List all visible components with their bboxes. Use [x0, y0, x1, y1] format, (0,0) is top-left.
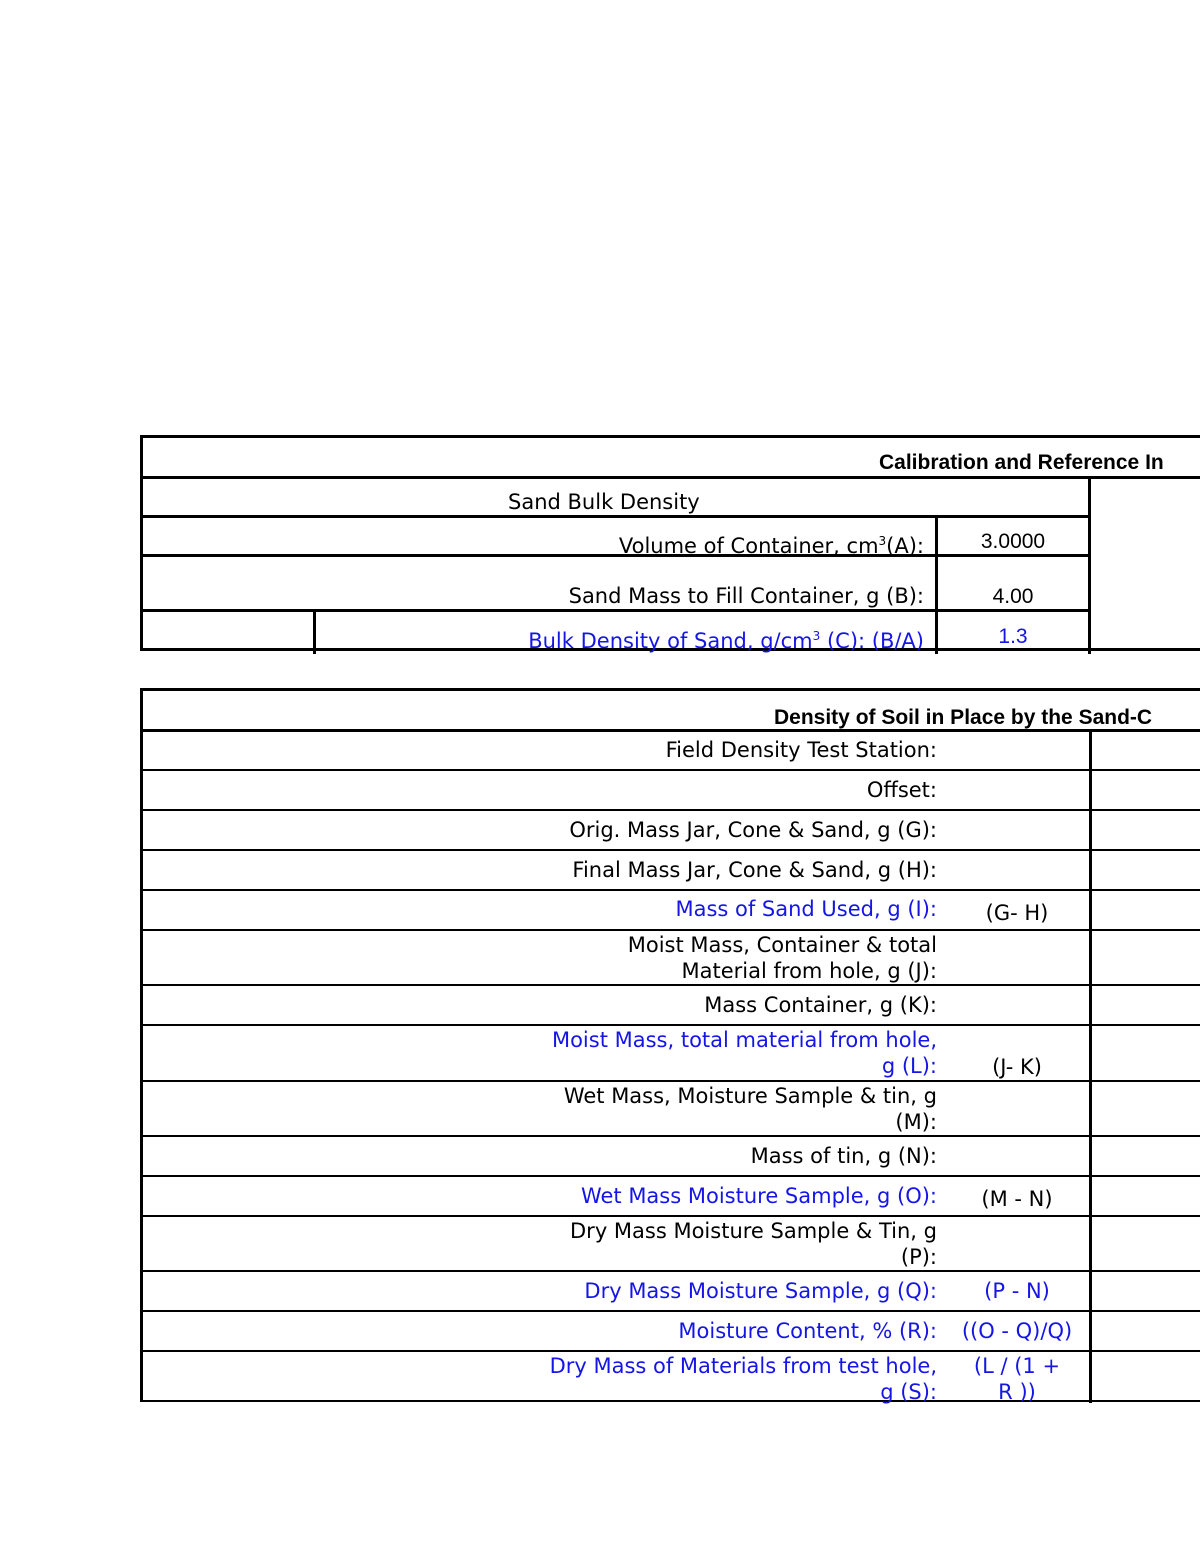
- table-row: [143, 889, 1200, 929]
- table-row: [143, 984, 1200, 1024]
- sand-used-label: Mass of Sand Used, g (I):: [675, 897, 937, 921]
- mass-container-label: Mass Container, g (K):: [704, 993, 937, 1017]
- divider: [143, 476, 1200, 479]
- table-row: [143, 1175, 1200, 1215]
- calibration-table: [140, 435, 1200, 651]
- divider: [143, 515, 1091, 518]
- table-row: [143, 1080, 1200, 1135]
- wet-mass-sample-label: Wet Mass Moisture Sample, g (O):: [580, 1184, 937, 1208]
- wet-mass-tin-label: Wet Mass, Moisture Sample & tin, g (M):: [563, 1084, 937, 1134]
- sand-used-formula: (G- H): [985, 901, 1049, 925]
- divider: [1088, 476, 1091, 654]
- moist-mass-container-label: Moist Mass, Container & total Material from hole, g (J):: [627, 933, 937, 983]
- moisture-content-formula: ((O - Q)/Q): [961, 1319, 1073, 1343]
- table-row: [143, 769, 1200, 809]
- station-label: Field Density Test Station:: [665, 738, 937, 762]
- table-row: [143, 1135, 1200, 1175]
- volume-container-label: Volume of Container, $cm^3(A)$:: [618, 534, 924, 558]
- table-row: [143, 1024, 1200, 1080]
- table-row: [143, 1310, 1200, 1350]
- bulk-density-label: Bulk Density of Sand, $g/cm^3$ (C): (B/A): [528, 629, 924, 653]
- dry-mass-sample-formula: (P - N): [984, 1279, 1050, 1303]
- divider: [143, 554, 1091, 557]
- mass-tin-label: Mass of tin, g (N):: [750, 1144, 937, 1168]
- table-row: [143, 1215, 1200, 1270]
- bulk-density-value: 1.3: [998, 625, 1028, 648]
- table-row: [143, 1270, 1200, 1310]
- moisture-content-label: Moisture Content, % (R):: [678, 1319, 937, 1343]
- moist-mass-total-formula: (J- K): [992, 1055, 1042, 1079]
- table-row: [143, 729, 1200, 769]
- dry-mass-hole-formula: (L / (1 + R )): [973, 1354, 1061, 1404]
- calibration-title: Calibration and Reference In: [879, 451, 1164, 474]
- divider: [143, 609, 1091, 612]
- sand-mass-label: Sand Mass to Fill Container, g (B):: [568, 584, 924, 608]
- sand-bulk-density-label: Sand Bulk Density: [508, 490, 700, 514]
- offset-label: Offset:: [866, 778, 937, 802]
- density-table: [140, 688, 1200, 1402]
- table-row: [143, 1350, 1200, 1404]
- dry-mass-tin-label: Dry Mass Moisture Sample & Tin, g (P):: [570, 1219, 937, 1269]
- table-row: [143, 929, 1200, 984]
- density-title: Density of Soil in Place by the Sand-C: [774, 706, 1153, 729]
- table-row: [143, 849, 1200, 889]
- final-mass-label: Final Mass Jar, Cone & Sand, g (H):: [572, 858, 937, 882]
- dry-mass-sample-label: Dry Mass Moisture Sample, g (Q):: [584, 1279, 937, 1303]
- orig-mass-label: Orig. Mass Jar, Cone & Sand, g (G):: [569, 818, 937, 842]
- dry-mass-hole-label: Dry Mass of Materials from test hole, g (S):: [549, 1354, 937, 1404]
- volume-container-value[interactable]: 3.0000: [980, 530, 1046, 553]
- moist-mass-total-label: Moist Mass, total material from hole, g (L):: [551, 1028, 937, 1078]
- table-row: [143, 809, 1200, 849]
- wet-mass-sample-formula: (M - N): [981, 1187, 1053, 1211]
- divider: [313, 609, 316, 654]
- sand-mass-value[interactable]: 4.00: [992, 585, 1034, 608]
